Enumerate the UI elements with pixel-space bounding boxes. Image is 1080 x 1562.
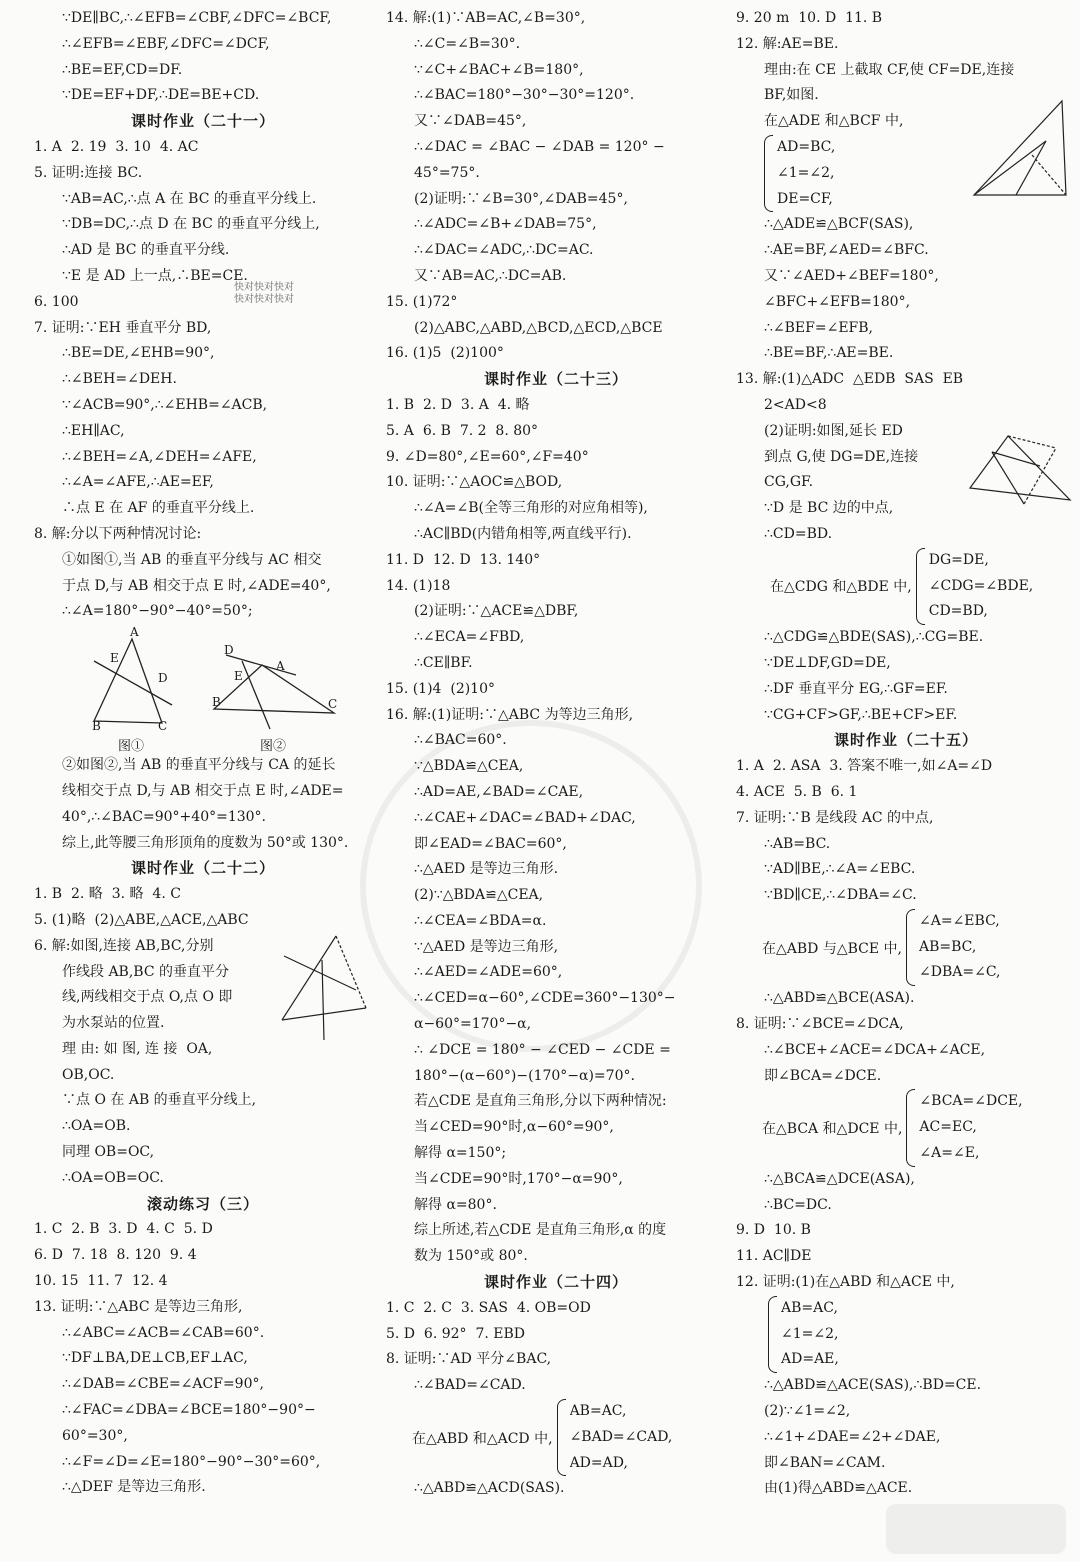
- left-block2: [34, 135, 372, 625]
- label-a: A: [130, 625, 139, 640]
- text-line: ∴△BCA≌△DCE(ASA),: [764, 1170, 915, 1187]
- left-block5: [34, 1217, 372, 1501]
- text-line: 13. 解:(1)△ADC △EDB SAS EB: [736, 371, 964, 388]
- text-line: AB=BC,: [919, 938, 977, 955]
- text-line: 5. D 6. 92° 7. EBD: [386, 1325, 525, 1342]
- text-line: 综上,此等腰三角形顶角的度数为 50°或 130°.: [62, 834, 349, 851]
- text-line: 7. 证明:∵EH 垂直平分 BD,: [34, 319, 212, 336]
- brace: [916, 548, 925, 625]
- brace-lines: [781, 1296, 839, 1373]
- text-line: AB=AC,: [569, 1403, 627, 1420]
- text-line: ∴△CDG≌△BDE(SAS),∴CG=BE.: [764, 629, 984, 646]
- text-line: ∴△ADE≌△BCF(SAS),: [764, 216, 914, 233]
- text-line: 12. 解:AE=BE.: [736, 35, 839, 52]
- text-line: ∠CDG=∠BDE,: [928, 577, 1034, 594]
- brace: [557, 1399, 566, 1476]
- text-line: 1. C 2. B 3. D 4. C 5. D: [34, 1221, 213, 1238]
- text-line: 9. D 10. B: [736, 1222, 811, 1239]
- text-line: 11. D 12. D 13. 140°: [386, 551, 541, 568]
- text-line: 1. B 2. 略 3. 略 4. C: [34, 886, 181, 903]
- text-line: 6. 100: [34, 293, 79, 310]
- text-line: ∴DF 垂直平分 EG,∴GF=EF.: [764, 680, 948, 697]
- text-line: ∠BAD=∠CAD,: [569, 1428, 673, 1445]
- text-line: ∴△ABD≌△ACD(SAS).: [414, 1480, 565, 1497]
- text-line: ∴∠BEH=∠A,∠DEH=∠AFE,: [62, 448, 257, 465]
- right-block7: [736, 1373, 1076, 1502]
- text-line: 2<AD<8: [764, 396, 827, 413]
- text-line: 16. 解:(1)证明:∵△ABC 为等边三角形,: [386, 706, 634, 723]
- text-line: 8. 解:分以下两种情况讨论:: [34, 525, 202, 542]
- text-line: 当∠CDE=90°时,170°−α=90°,: [414, 1170, 623, 1187]
- text-line: ∠1=∠2,: [781, 1325, 839, 1342]
- text-line: (2)证明:如图,延长 ED: [764, 422, 903, 439]
- text-line: ∵△BDA≌△CEA,: [414, 758, 524, 775]
- text-line: AB=AC,: [781, 1299, 838, 1316]
- text-line: 于点 D,与 AB 相交于点 E 时,∠ADE=40°,: [62, 577, 331, 594]
- text-line: 10. 15 11. 7 12. 4: [34, 1273, 168, 1290]
- text-line: 1. A 2. ASA 3. 答案不唯一,如∠A=∠D: [736, 758, 993, 775]
- text-line: ∴△ABD≌△BCE(ASA).: [764, 990, 915, 1007]
- text-line: 线,两线相交于点 O,点 O 即: [62, 989, 233, 1006]
- text-line: ∵DE∥BC,∴∠EFB=∠CBF,∠DFC=∠BCF,: [62, 10, 332, 26]
- text-line: 13. 证明:∵△ABC 是等边三角形,: [34, 1298, 243, 1315]
- brace-prefix: 在△ABD 与△BCE 中,: [762, 940, 902, 957]
- text-line: ∴∠BCE+∠ACE=∠DCA+∠ACE,: [764, 1041, 986, 1058]
- brace-prefix: 在△BCA 和△DCE 中,: [762, 1121, 903, 1138]
- label-b: B: [212, 695, 221, 710]
- text-line: 若△CDE 是直角三角形,分以下两种情况:: [414, 1093, 667, 1110]
- text-line: 即∠BAN=∠CAM.: [764, 1454, 886, 1471]
- section-heading: 课时作业（二十一）: [130, 112, 275, 131]
- text-line: BF,如图.: [764, 87, 819, 104]
- triangle-figure-12: [966, 95, 1076, 203]
- text-line: ∴∠CED=α−60°,∠CDE=360°−130°−: [414, 990, 676, 1007]
- triangle-figures: [34, 625, 354, 735]
- section-heading: 课时作业（二十二）: [130, 859, 275, 878]
- section-heading: 滚动练习（三）: [146, 1194, 259, 1213]
- text-line: 解得 α=150°;: [414, 1145, 507, 1162]
- text-line: ∴∠A=180°−90°−40°=50°;: [62, 603, 253, 620]
- text-line: ∴∠BEF=∠EFB,: [764, 319, 873, 336]
- text-line: ∴AB=BC.: [764, 835, 831, 852]
- mid-block4: [386, 1476, 726, 1502]
- text-line: AC=EC,: [919, 1119, 977, 1136]
- text-line: 14. (1)18: [386, 577, 451, 594]
- mid-block3: [386, 1296, 726, 1399]
- text-line: ∴点 E 在 AF 的垂直平分线上.: [62, 500, 255, 517]
- text-line: 综上所述,若△CDE 是直角三角形,α 的度: [414, 1222, 667, 1239]
- text-line: 6. 解:如图,连接 AB,BC,分别: [34, 937, 214, 954]
- text-line: 11. AC∥DE: [736, 1248, 812, 1265]
- text-line: 40°,∴∠BAC=90°+40°=130°.: [62, 808, 267, 825]
- congruence-brace: [736, 909, 1076, 986]
- figure-caption: 图①: [118, 739, 145, 755]
- text-line: ∴CE∥BF.: [414, 654, 473, 671]
- text-line: α−60°=170°−α,: [414, 1016, 532, 1033]
- text-line: (2)∵∠1=∠2,: [764, 1403, 851, 1420]
- text-line: ∴△AED 是等边三角形.: [414, 861, 559, 878]
- label-c: C: [158, 719, 168, 734]
- text-line: ∴EH∥AC,: [62, 422, 125, 439]
- text-line: ∴OA=OB=OC.: [62, 1169, 164, 1186]
- text-line: ∴BE=DE,∠EHB=90°,: [62, 345, 215, 362]
- text-line: ∵CG+CF>GF,∴BE+CF>EF.: [764, 706, 958, 723]
- text-line: (2)△ABC,△ABD,△BCD,△ECD,△BCE: [414, 319, 663, 336]
- text-line: ∴∠DAC = ∠BAC − ∠DAB = 120° −: [414, 138, 665, 155]
- text-line: 数为 150°或 80°.: [414, 1248, 528, 1265]
- text-line: 1. B 2. D 3. A 4. 略: [386, 396, 530, 413]
- text-line: ∴AD=AE,∠BAD=∠CAE,: [414, 783, 584, 800]
- text-line: ∴∠ECA=∠FBD,: [414, 629, 525, 646]
- brace-lines: [570, 1399, 673, 1476]
- text-line: 15. (1)72°: [386, 293, 458, 310]
- text-line: ∵DE=EF+DF,∴DE=BE+CD.: [62, 87, 260, 104]
- text-line: ∵AB=AC,∴点 A 在 BC 的垂直平分线上.: [62, 190, 317, 207]
- label-e: E: [234, 669, 243, 684]
- text-line: 8. 证明:∵∠BCE=∠DCA,: [736, 1016, 904, 1033]
- text-line: 为水泵站的位置.: [62, 1015, 165, 1032]
- text-line: ∴∠FAC=∠DBA=∠BCE=180°−90°−: [62, 1402, 316, 1419]
- label-d: D: [158, 671, 168, 686]
- text-line: ∴AE=BF,∠AED=∠BFC.: [764, 242, 929, 259]
- text-line: ∴CD=BD.: [764, 525, 833, 542]
- congruence-brace: [736, 1089, 1076, 1166]
- text-line: ∴∠DAB=∠CBE=∠ACF=90°,: [62, 1376, 264, 1393]
- right-block6: [736, 1167, 1076, 1296]
- text-line: 8. 证明:∵AD 平分∠BAC,: [386, 1351, 552, 1368]
- text-line: 在△ADE 和△BCF 中,: [764, 113, 904, 130]
- text-line: ∠1=∠2,: [777, 164, 835, 181]
- brace-lines: [777, 135, 835, 212]
- congruence-brace: [736, 135, 1076, 212]
- text-line: 4. ACE 5. B 6. 1: [736, 783, 858, 800]
- text-line: ∴∠BAC=60°.: [414, 732, 507, 749]
- section-heading: 课时作业（二十四）: [483, 1273, 628, 1292]
- text-line: 5. A 6. B 7. 2 8. 80°: [386, 422, 539, 439]
- text-line: ∴△ABD≌△ACE(SAS),∴BD=CE.: [764, 1377, 982, 1394]
- text-line: ∴∠DAC=∠ADC,∴DC=AC.: [414, 242, 594, 259]
- text-line: ∴∠BEH=∠DEH.: [62, 371, 177, 388]
- left-block1: [34, 6, 372, 109]
- text-line: (2)证明:∵∠B=30°,∠DAB=45°,: [414, 190, 628, 207]
- text-line: 又∵AB=AC,∴DC=AB.: [414, 267, 567, 284]
- text-line: 9. ∠D=80°,∠E=60°,∠F=40°: [386, 448, 589, 465]
- figures-1-2: [34, 625, 372, 753]
- text-line: 1. A 2. 19 3. 10 4. AC: [34, 138, 199, 155]
- label-d: D: [224, 643, 234, 658]
- text-line: 1. C 2. C 3. SAS 4. OB=OD: [386, 1299, 591, 1316]
- text-line: 线相交于点 D,与 AB 相交于点 E 时,∠ADE=: [62, 782, 344, 799]
- right-block4: [736, 754, 1076, 909]
- text-line: ∴∠1+∠DAE=∠2+∠DAE,: [764, 1428, 941, 1445]
- text-line: AD=BC,: [777, 138, 836, 155]
- text-line: 作线段 AB,BC 的垂直平分: [62, 963, 230, 980]
- text-line: 9. 20 m 10. D 11. B: [736, 10, 883, 26]
- text-line: ∵DE⊥DF,GD=DE,: [764, 654, 891, 671]
- text-line: ∵∠C+∠BAC+∠B=180°,: [414, 61, 584, 78]
- middle-column: [386, 6, 726, 1502]
- text-line: ∴△DEF 是等边三角形.: [62, 1479, 206, 1496]
- mid-block2: [386, 393, 726, 1270]
- brace: [764, 135, 773, 212]
- text-line: ∴BE=EF,CD=DF.: [62, 61, 183, 78]
- brace: [906, 1089, 915, 1166]
- label-e: E: [110, 651, 119, 666]
- right-column: [736, 6, 1076, 1502]
- left-block3: [34, 753, 372, 856]
- brace: [906, 909, 915, 986]
- text-line: ①如图①,当 AB 的垂直平分线与 AC 相交: [62, 551, 322, 568]
- text-line: 60°=30°,: [62, 1427, 128, 1444]
- text-line: ∵E 是 AD 上一点,∴BE=CE.: [62, 267, 248, 284]
- text-line: 5. (1)略 (2)△ABE,△ACE,△ABC: [34, 911, 249, 928]
- text-line: 16. (1)5 (2)100°: [386, 345, 504, 362]
- text-line: 又∵∠DAB=45°,: [414, 113, 527, 130]
- text-line: 14. 解:(1)∵AB=AC,∠B=30°,: [386, 10, 586, 26]
- text-line: ∵BD∥CE,∴∠DBA=∠C.: [764, 887, 917, 904]
- text-line: ∴∠ADC=∠B+∠DAB=75°,: [414, 216, 597, 233]
- brace-prefix: 在△ABD 和△ACD 中,: [412, 1430, 553, 1447]
- text-line: ∠A=∠E,: [919, 1145, 980, 1162]
- text-line: ∵△AED 是等边三角形,: [414, 938, 559, 955]
- text-line: AD=AE,: [781, 1351, 839, 1368]
- right-block2: [736, 212, 1076, 547]
- text-line: ∴∠F=∠D=∠E=180°−90°−30°=60°,: [62, 1453, 321, 1470]
- text-line: ∴∠EFB=∠EBF,∠DFC=∠DCF,: [62, 35, 270, 52]
- text-line: ∴AC∥BD(内错角相等,两直线平行).: [414, 525, 632, 542]
- congruence-brace: [736, 548, 1076, 625]
- text-line: ∴∠CAE+∠DAC=∠BAD+∠DAC,: [414, 809, 636, 826]
- pump-station-figure: [270, 930, 374, 1046]
- text-line: 理由:在 CE 上截取 CF,使 CF=DE,连接: [764, 61, 1015, 78]
- brace-lines: [919, 1089, 1022, 1166]
- left-column: [34, 6, 372, 1501]
- text-line: 5. 证明:连接 BC.: [34, 164, 143, 181]
- text-line: AD=AD,: [569, 1454, 628, 1471]
- label-a: A: [276, 659, 285, 674]
- text-line: (2)∵△BDA≌△CEA,: [414, 887, 544, 904]
- text-line: ②如图②,当 AB 的垂直平分线与 CA 的延长: [62, 757, 336, 774]
- text-line: 即∠BCA=∠DCE.: [764, 1067, 882, 1084]
- text-line: ∴∠C=∠B=30°.: [414, 35, 521, 52]
- text-line: ∴BE=BF,∴AE=BE.: [764, 345, 894, 362]
- text-line: ∴∠A=∠B(全等三角形的对应角相等),: [414, 500, 648, 517]
- text-line: ∴∠A=∠AFE,∴AE=EF,: [62, 474, 214, 491]
- text-line: ∵D 是 BC 边的中点,: [764, 500, 894, 517]
- text-line: ∵点 O 在 AB 的垂直平分线上,: [62, 1092, 257, 1109]
- text-line: 同理 OB=OC,: [62, 1144, 155, 1161]
- text-line: 又∵∠AED+∠BEF=180°,: [764, 267, 939, 284]
- site-logo-watermark: [876, 1496, 1076, 1560]
- text-line: 12. 证明:(1)在△ABD 和△ACE 中,: [736, 1274, 955, 1291]
- left-block4: [34, 882, 372, 1192]
- text-line: 理 由: 如 图, 连 接 OA,: [62, 1040, 213, 1057]
- text-line: ∠A=∠EBC,: [919, 912, 1000, 929]
- text-line: ∴∠ABC=∠ACB=∠CAB=60°.: [62, 1324, 265, 1341]
- text-line: ∠DBA=∠C,: [919, 964, 1001, 981]
- text-line: ∵DB=DC,∴点 D 在 BC 的垂直平分线上,: [62, 216, 320, 233]
- text-line: 180°−(α−60°)−(170°−α)=70°.: [414, 1067, 635, 1084]
- text-line: ∴∠AED=∠ADE=60°,: [414, 964, 563, 981]
- text-line: 6. D 7. 18 8. 120 9. 4: [34, 1247, 197, 1264]
- right-block5: [736, 986, 1076, 1089]
- text-line: ∵AD∥BE,∴∠A=∠EBC.: [764, 861, 916, 878]
- text-line: 15. (1)4 (2)10°: [386, 680, 495, 697]
- text-line: ∴∠BAC=180°−30°−30°=120°.: [414, 87, 635, 104]
- text-line: ∵∠ACB=90°,∴∠EHB=∠ACB,: [62, 396, 268, 413]
- brace-lines: [929, 548, 1034, 625]
- text-line: ∴OA=OB.: [62, 1118, 131, 1135]
- figure-caption: 图②: [260, 739, 287, 755]
- text-line: 当∠CED=90°时,α−60°=90°,: [414, 1119, 614, 1136]
- text-line: ∴BC=DC.: [764, 1196, 832, 1213]
- text-line: CG,GF.: [764, 474, 814, 491]
- text-line: 到点 G,使 DG=DE,连接: [764, 448, 919, 465]
- congruence-brace: [386, 1399, 726, 1476]
- brace: [768, 1296, 777, 1373]
- brace-prefix: 在△CDG 和△BDE 中,: [770, 579, 912, 596]
- text-line: ∠BCA=∠DCE,: [919, 1093, 1023, 1110]
- text-line: CD=BD,: [928, 603, 988, 620]
- text-line: ∴ ∠DCE = 180° − ∠CED − ∠CDE =: [414, 1041, 671, 1058]
- right-block3: [736, 625, 1076, 728]
- section-heading: 课时作业（二十五）: [833, 731, 978, 750]
- text-line: ∴∠CEA=∠BDA=α.: [414, 912, 547, 929]
- congruence-brace: [736, 1296, 1076, 1373]
- text-line: 7. 证明:∵B 是线段 AC 的中点,: [736, 809, 934, 826]
- text-line: ∠BFC+∠EFB=180°,: [764, 293, 911, 310]
- text-line: OB,OC.: [62, 1066, 115, 1083]
- brace-lines: [919, 909, 1000, 986]
- text-line: 10. 证明:∵△AOC≌△BOD,: [386, 474, 563, 491]
- label-c: C: [328, 697, 338, 712]
- mid-block1: [386, 6, 726, 367]
- label-b: B: [92, 719, 101, 734]
- text-line: ∵DF⊥BA,DE⊥CB,EF⊥AC,: [62, 1350, 248, 1367]
- text-line: 45°=75°.: [414, 164, 480, 181]
- text-line: DG=DE,: [928, 551, 989, 568]
- text-line: DE=CF,: [777, 190, 833, 207]
- watermark-text: 快对快对快对 快对快对快对: [234, 282, 294, 305]
- text-line: ∴∠BAD=∠CAD.: [414, 1377, 526, 1394]
- text-line: 由(1)得△ABD≌△ACE.: [764, 1480, 913, 1497]
- section-heading: 课时作业（二十三）: [483, 370, 628, 389]
- triangle-figure-13: [964, 428, 1076, 512]
- text-line: 解得 α=80°.: [414, 1196, 497, 1213]
- text-line: 即∠EAD=∠BAC=60°,: [414, 835, 567, 852]
- text-line: (2)证明:∵△ACE≌△DBF,: [414, 603, 579, 620]
- text-line: ∴AD 是 BC 的垂直平分线.: [62, 242, 230, 259]
